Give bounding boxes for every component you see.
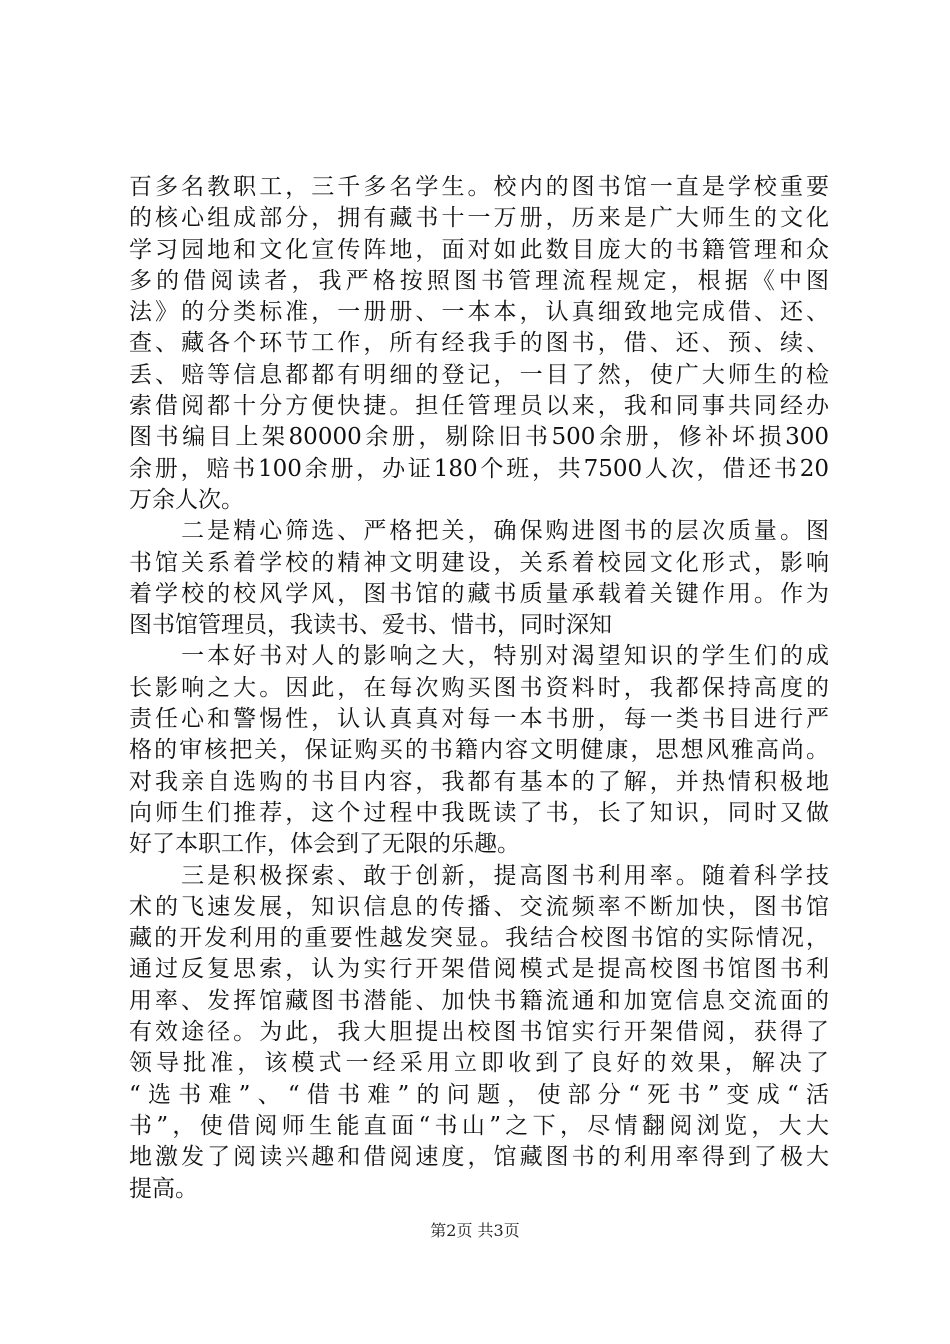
- text-line: 法》的分类标准，一册册、一本本，认真细致地完成借、还、: [129, 299, 829, 326]
- text-line: 通过反复思索，认为实行开架借阅模式是提高校图书馆图书利: [129, 956, 829, 983]
- text-line: 向师生们推荐，这个过程中我既读了书，长了知识，同时又做: [129, 799, 829, 826]
- text-line: 一本好书对人的影响之大，特别对渴望知识的学生们的成: [129, 643, 829, 670]
- text-line: 二是精心筛选、严格把关，确保购进图书的层次质量。图: [129, 518, 829, 545]
- text-line: 三是积极探索、敢于创新，提高图书利用率。随着科学技: [129, 862, 829, 889]
- text-line: 长影响之大。因此，在每次购买图书资料时，我都保持高度的: [129, 674, 829, 701]
- text-line: 着学校的校风学风，图书馆的藏书质量承载着关键作用。作为: [129, 580, 829, 607]
- text-line: 术的飞速发展，知识信息的传播、交流频率不断加快，图书馆: [129, 893, 829, 920]
- text-line: 查、藏各个环节工作，所有经我手的图书，借、还、预、续、: [129, 330, 829, 357]
- text-line: 地激发了阅读兴趣和借阅速度，馆藏图书的利用率得到了极大: [129, 1144, 829, 1171]
- text-line: 书”，使借阅师生能直面“书山”之下，尽情翻阅浏览，大大: [129, 1112, 829, 1139]
- text-line: “选书难”、“借书难”的问题，使部分“死书”变成“活: [129, 1081, 829, 1108]
- text-line: 藏的开发利用的重要性越发突显。我结合校图书馆的实际情况，: [129, 925, 829, 952]
- text-line: 图书馆管理员，我读书、爱书、惜书，同时深知: [129, 612, 612, 639]
- text-line: 图书编目上架80000余册，剔除旧书500余册，修补坏损300: [129, 424, 829, 451]
- document-body: [129, 172, 829, 1205]
- text-line: 多的借阅读者，我严格按照图书管理流程规定，根据《中图: [129, 267, 829, 294]
- text-line: 百多名教职工，三千多名学生。校内的图书馆一直是学校重要: [129, 174, 829, 200]
- text-line: 有效途径。为此，我大胆提出校图书馆实行开架借阅，获得了: [129, 1019, 829, 1046]
- text-line: 学习园地和文化宣传阵地，面对如此数目庞大的书籍管理和众: [129, 236, 829, 263]
- text-line: 提高。: [129, 1175, 198, 1202]
- text-line: 对我亲自选购的书目内容，我都有基本的了解，并热情积极地: [129, 768, 829, 795]
- text-line: 领导批准，该模式一经采用立即收到了良好的效果，解决了: [129, 1050, 829, 1077]
- text-line: 丢、赔等信息都都有明细的登记，一目了然，使广大师生的检: [129, 361, 829, 388]
- text-line: 余册，赔书100余册，办证180个班，共7500人次，借还书20: [129, 455, 829, 482]
- text-line: 的核心组成部分，拥有藏书十一万册，历来是广大师生的文化: [129, 205, 829, 232]
- text-line: 格的审核把关，保证购买的书籍内容文明健康，思想风雅高尚。: [129, 737, 829, 764]
- text-line: 书馆关系着学校的精神文明建设，关系着校园文化形式，影响: [129, 549, 829, 576]
- text-line: 索借阅都十分方便快捷。担任管理员以来，我和同事共同经办: [129, 393, 829, 420]
- text-line: 好了本职工作，体会到了无限的乐趣。: [129, 831, 520, 858]
- page-footer: 第2页 共3页: [430, 1221, 520, 1240]
- text-line: 万余人次。: [129, 486, 244, 513]
- text-line: 用率、发挥馆藏图书潜能、加快书籍流通和加宽信息交流面的: [129, 987, 829, 1014]
- text-line: 责任心和警惕性，认认真真对每一本书册，每一类书目进行严: [129, 706, 829, 733]
